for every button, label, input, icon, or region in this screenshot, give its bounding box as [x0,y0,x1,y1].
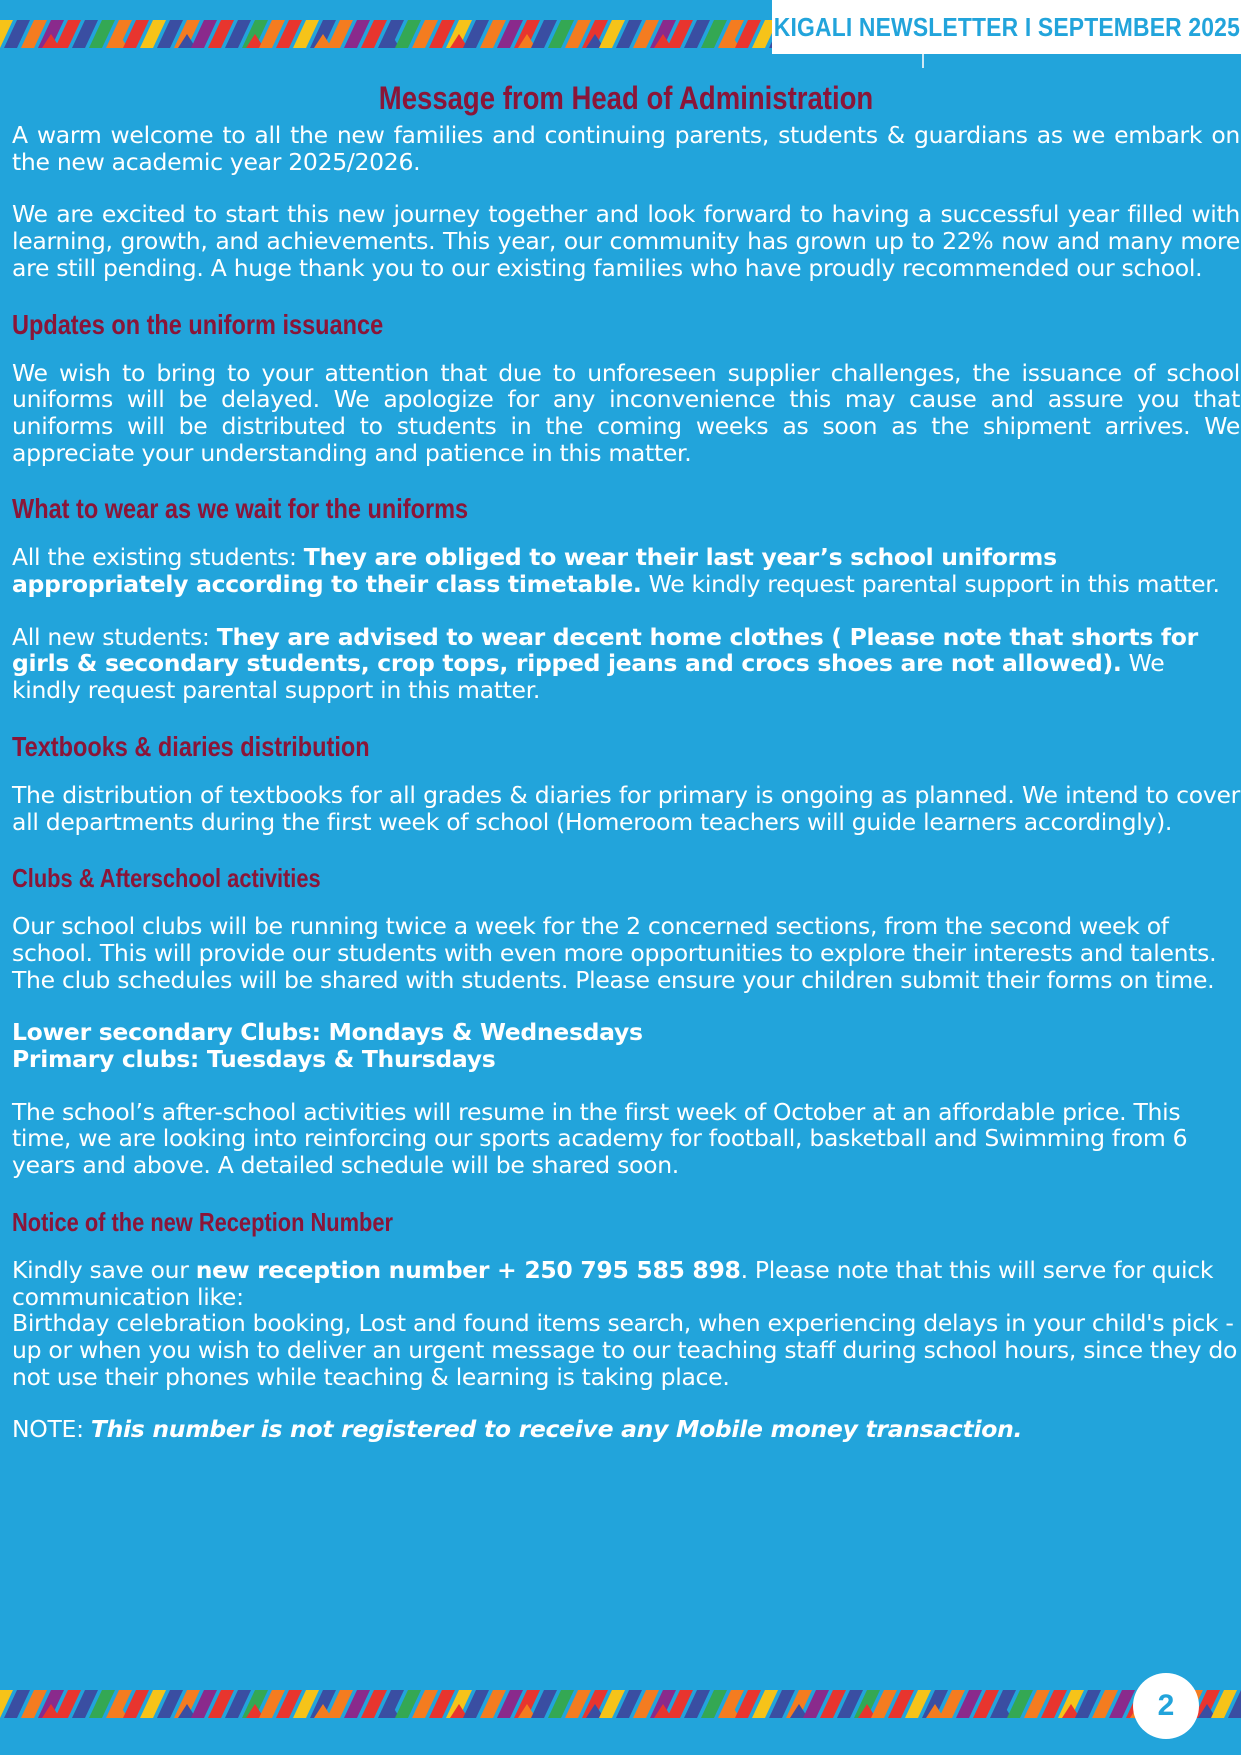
decorative-pattern-band-bottom [0,1690,1241,1718]
newsletter-title: KIGALI NEWSLETTER I SEPTEMBER 2025 [773,11,1240,42]
new-students-paragraph [12,624,1240,704]
page-content [12,74,1240,1469]
primary-clubs: Primary clubs: Tuesdays & Thursdays [12,1045,496,1074]
wear-section-heading: What to wear as we wait for the uniforms [12,493,469,525]
new-students-instruction: They are advised to wear decent home clothes ( Please note that shorts for girls & secondary students, crop tops, ripped jeans and crocs shoes are not allowed). [12,622,1198,678]
club-schedule [12,1019,1240,1072]
new-students-tail: We kindly request parental support in this matter. [12,649,1165,705]
newsletter-header [772,0,1241,54]
pattern-band-bottom-graphic [0,1690,1241,1718]
textbooks-section-heading: Textbooks & diaries distribution [12,730,370,762]
new-students-lead: All new students: [12,622,217,651]
note-paragraph [12,1416,1240,1443]
note-text: This number is not registered to receive any Mobile money transaction. [90,1415,1023,1444]
page-number: 2 [1157,1689,1175,1722]
existing-students-paragraph [12,544,1240,597]
existing-students-instruction: They are obliged to wear their last year’s school uniforms appropriately according to their class timetable. [12,543,1057,599]
clubs-section-heading: Clubs & Afterschool activities [12,863,321,894]
page-title: Message from Head of Administration [378,80,874,116]
intro-paragraph-1: A warm welcome to all the new families and continuing parents, students & guardians as we embark on the new academic year 2025/2026. [12,121,1240,176]
note-lead: NOTE: [12,1415,91,1444]
existing-students-tail: We kindly request parental support in this matter. [641,570,1220,599]
reception-lead: Kindly save our [12,1255,196,1284]
uniform-paragraph: We wish to bring to your attention that due to unforeseen supplier challenges, the issuance of school uniforms will be delayed. We apologize for any inconvenience this may cause and assure you that uniforms will be distributed to students in the coming weeks as soon as the shipment arrives. We appreciate your understanding and patience in this matter. [12,358,1240,467]
afterschool-paragraph: The school’s after-school activities will resume in the first week of October at an affordable price. This time, we are looking into reinforcing our sports academy for football, basketball and Swimming from 6 years and above. A detailed schedule will be shared soon. [12,1097,1188,1180]
reception-tail: . Please note that this will serve for quick communication like: [12,1255,1214,1311]
decorative-pattern-band-top [0,20,772,48]
reception-section-heading: Notice of the new Reception Number [12,1206,394,1237]
page-number-badge [1133,1673,1199,1739]
existing-students-lead: All the existing students: [12,543,304,572]
textbooks-paragraph: The distribution of textbooks for all grades & diaries for primary is ongoing as planned. We intend to cover all departments during the first week of school (Homeroom teachers will guide learners accordingly). [12,780,1240,836]
reception-number: new reception number + 250 795 585 898 [195,1255,741,1284]
reception-uses-paragraph: Birthday celebration booking, Lost and found items search, when experiencing delays in your child's pick -up or when you wish to deliver an urgent message to our teaching staff during school hours, since they do not use their phones while teaching & learning is taking place. [12,1309,1238,1391]
clubs-paragraph: Our school clubs will be running twice a week for the 2 concerned sections, from the second week of school. This will provide our students with even more opportunities to explore their interests and talents. The club schedules will be shared with students. Please ensure your children submit their forms on time. [12,912,1217,994]
intro-paragraph-2: We are excited to start this new journey together and look forward to having a successful year filled with learning, growth, and achievements. This year, our community has grown up to 22% now and many more are still pending. A huge thank you to our existing families who have proudly recommended our school. [12,200,1240,282]
uniform-section-heading: Updates on the uniform issuance [12,308,384,340]
lower-secondary-clubs: Lower secondary Clubs: Mondays & Wednesdays [12,1018,643,1047]
pattern-band-top-graphic [0,20,772,48]
reception-paragraph [12,1257,1240,1310]
header-divider [922,54,924,68]
